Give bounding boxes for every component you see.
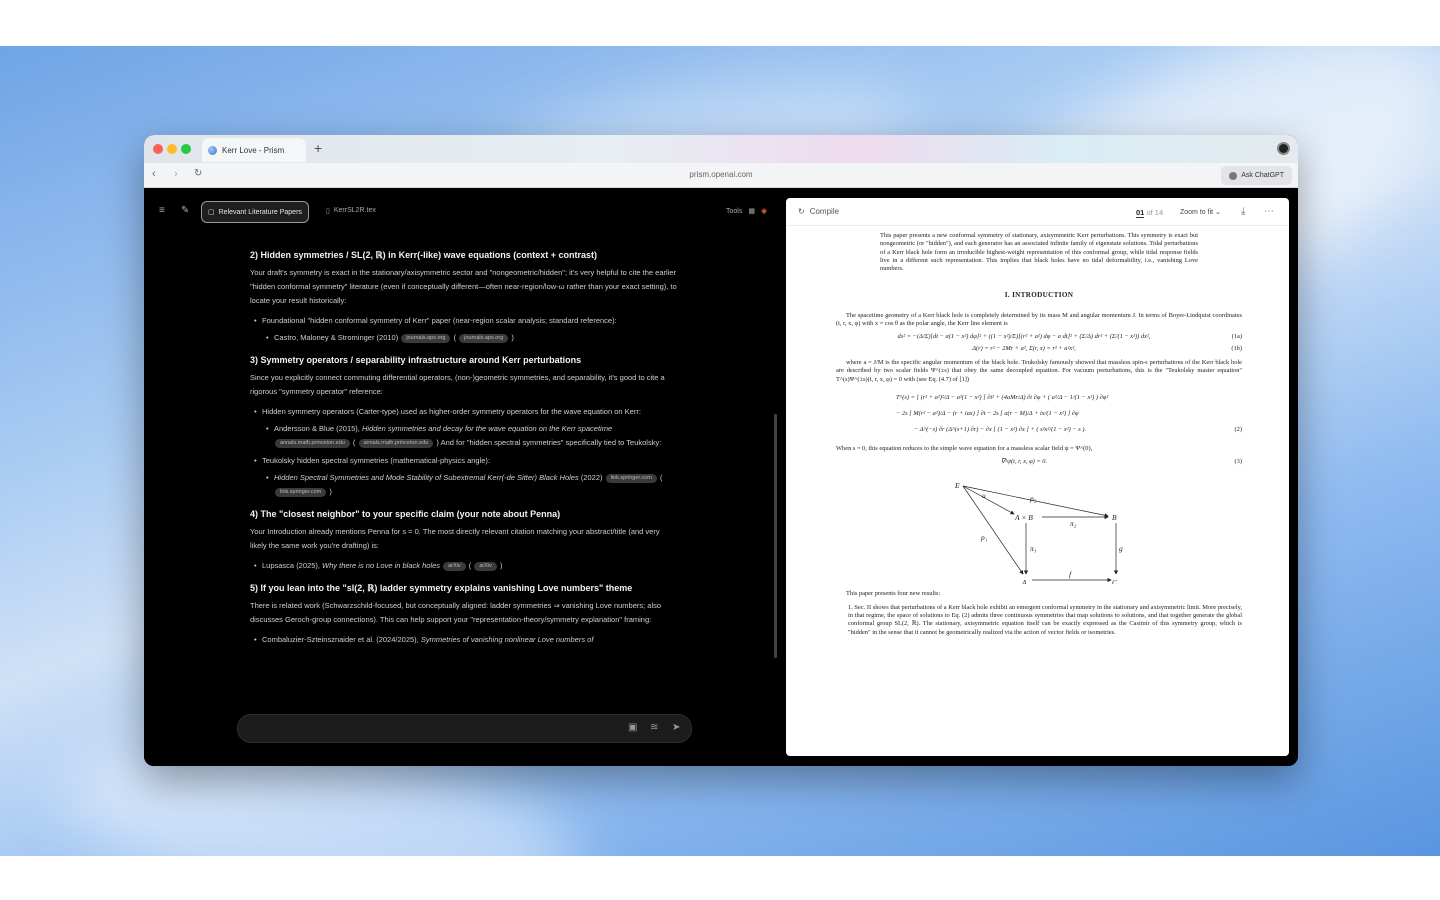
ask-chatgpt-button[interactable]: Ask ChatGPT xyxy=(1221,166,1292,185)
equation-3: ∇²ψ(t, r, x, φ) = 0. (3) xyxy=(1000,458,1242,466)
equation-2: T^(s) = [ (r² + a²)²/Δ − a²(1 − x²) ] ∂t² + (4aMr/Δ) ∂t ∂φ + ( a²/Δ − 1/(1 − x²) ) ∂φ² − 2s [ M(r² − a²)/Δ − (r + iax) ] ∂t − 2s [ a(r − M)/Δ + ix/(1 − x²) ] ∂φ − Δ^(−s) ∂r (Δ^(s+1) ∂r) − ∂x [ (1 − x²) ∂x ] + ( s²x²/(1 − x²) − s ). (2) xyxy=(896,393,1242,434)
paragraph: Your draft's symmetry is exact in the stationary/axisymmetric sector and "nongeometric/hidden"; it's very helpful to cite the earlier "hidden conformal symmetry" literature (even if conceptually different—often near-region/low-ω rather than your exact setting), to locate your result historically: xyxy=(250,268,677,305)
more-options-icon[interactable]: ⋯ xyxy=(1264,206,1274,217)
diagram-svg xyxy=(836,474,1242,584)
compile-button[interactable]: ↻ Compile xyxy=(798,207,840,216)
citation-chip[interactable]: annals.math.princeton.edu xyxy=(275,439,350,448)
file-tab[interactable]: ▯ KerrSL2R.tex xyxy=(326,207,376,215)
equation-1a: ds² = −(Δ/Σ)[dt − a(1 − x²) dφ]² + ((1 − x²)/Σ)[(r² + a²) dφ − a dt]² + (Σ/Δ) dr² + (Σ/(1 − x²)) dx², (1a) xyxy=(897,333,1242,341)
paragraph: Since you explicitly connect commuting differential operators, (non-)geometric symmetries, and separability, it's good to cite a rigorous "symmetry operator" reference: xyxy=(250,373,665,396)
citation-chip[interactable]: link.springer.com xyxy=(275,488,326,497)
citation-chip[interactable]: journals.aps.org xyxy=(459,334,508,343)
equation-1b: Δ(r) = r² − 2Mr + a², Σ(r, x) = r² + a²x², (1b) xyxy=(972,344,1242,352)
label-u: u xyxy=(982,491,986,501)
close-window-button[interactable] xyxy=(153,144,163,154)
tab-bar xyxy=(144,135,1298,163)
url-text[interactable]: prism.openai.com xyxy=(689,170,753,179)
address-bar xyxy=(144,163,1298,188)
page-indicator[interactable]: 01 of 14 xyxy=(1136,208,1164,217)
pdf-viewer xyxy=(786,198,1289,756)
section-title: I. INTRODUCTION xyxy=(1004,291,1074,300)
label-pi1: π₁ xyxy=(1030,544,1037,554)
list-item: • Castro, Maloney & Strominger (2010) journals.aps.org ( journals.aps.org ) xyxy=(262,331,678,345)
paragraph: There is related work (Schwarzschild-focused, but conceptually aligned: ladder symmetries ⇒ vanishing Love numbers; also discusses Geroch-group connections). This can help support your "representation-theory/symmetry explanation" framing: xyxy=(250,601,662,624)
label-f: f xyxy=(1069,570,1072,580)
pdf-page xyxy=(836,232,1242,637)
list-item: • Hidden Spectral Symmetries and Mode Stability of Subextremal Kerr(-de Sitter) Black Holes (2022) link.springer.com ( link.springer.com ) xyxy=(262,471,678,499)
tools-menu[interactable]: Tools ▦ ◉ xyxy=(726,207,768,215)
message-composer xyxy=(237,714,692,743)
tab-kerr-love[interactable] xyxy=(202,138,306,162)
pdf-toolbar xyxy=(786,198,1289,226)
list-item: 1. Sec. II shows that perturbations of a Kerr black hole exhibit an emergent conformal symmetry in the stationary and axisymmetric limit. More precisely, in that regime, the space of solutions to Eq. (2) admits three continuous symmetries that map solutions to solutions, and that together generate the global conformal group SL(2, ℝ). The stationary, axisymmetric equation itself can be exactly expressed as the Casimir of this symmetry group, which is "hidden" in the sense that it cannot be geometrically realized via the action of vector fields or isometries. xyxy=(848,603,1242,636)
list-item: • Teukolsky hidden spectral symmetries (mathematical-physics angle): • Hidden Spectral Symmetries and Mode Stability of Subextremal Kerr(-de Sitter) Black Holes (2022) link.springer.com ( link.springer.com ) xyxy=(250,454,678,499)
list-item: • Foundational "hidden conformal symmetry of Kerr" paper (near-region scalar analysis; standard reference): • Castro, Maloney & Strominger (2010) journals.aps.org ( journals.aps.org ) xyxy=(250,314,678,345)
list-item: • Lupsasca (2025), Why there is no Love in black holes arXiv ( arXiv ) xyxy=(250,559,678,573)
node-B: B xyxy=(1112,513,1117,523)
new-tab-button[interactable]: + xyxy=(314,140,323,156)
paragraph: where a = J/M is the specific angular momentum of the black hole. Teukolsky famously showed that massless spin-s perturbations of the Kerr black hole are described by two scalar fields Ψ^(±s) that obey the same decoupled equation. For vacuum perturbations, this is the "Teukolsky master equation" T^(s)Ψ^(±s)(t, r, x, φ) = 0 with (see Eq. (4.7) of [1]) xyxy=(836,358,1242,383)
new-chat-icon[interactable]: ✎ xyxy=(181,205,190,216)
minimize-window-button[interactable] xyxy=(167,144,177,154)
file-icon: ▯ xyxy=(326,208,330,215)
arrow-p1 xyxy=(963,486,1023,574)
forward-arrow-icon[interactable]: › xyxy=(174,168,178,180)
app-content xyxy=(144,188,1298,766)
node-A: A xyxy=(1022,578,1027,585)
alert-icon: ◉ xyxy=(760,208,768,215)
reload-icon[interactable]: ↻ xyxy=(194,168,203,179)
node-AxB: A × B xyxy=(1015,513,1033,523)
label-g: g xyxy=(1119,544,1123,554)
list-item: • Combaluzier-Szteinsznaider et al. (2024/2025), Symmetries of vanishing nonlinear Love numbers of xyxy=(250,633,678,647)
paragraph: When s = 0, this equation reduces to the simple wave equation for a massless scalar field ψ = Ψ^(0), xyxy=(836,444,1093,452)
paragraph: Your Introduction already mentions Penna for s = 0. The most directly relevant citation matching your abstract/title (and very likely the same work you're drafting) is: xyxy=(250,527,660,550)
send-icon[interactable]: ➤ xyxy=(672,722,681,733)
citation-chip[interactable]: arXiv xyxy=(474,562,497,571)
back-arrow-icon[interactable]: ‹ xyxy=(152,168,156,180)
arrow-u xyxy=(963,486,1014,514)
paragraph: This paper presents four new results: xyxy=(846,590,941,598)
node-E: E xyxy=(955,481,960,491)
label-pi2: π₂ xyxy=(1070,519,1077,529)
node-C: C xyxy=(1112,578,1118,585)
voice-icon[interactable]: ≋ xyxy=(650,722,659,733)
browser-window xyxy=(144,135,1298,766)
citation-chip[interactable]: journals.aps.org xyxy=(401,334,450,343)
commutative-diagram xyxy=(836,474,1242,584)
section-heading: 2) Hidden symmetries / SL(2, ℝ) in Kerr(-like) wave equations (context + contrast) xyxy=(250,250,597,260)
abstract: This paper presents a new conformal symmetry of stationary, axisymmetric Kerr perturbations. This symmetry is exact but nongeometric (or "hidden"), and each generator has an associated infinite family of eigenstate solutions. Tidal perturbations of a Kerr black hole form an irreducible highest-weight representation of this conformal group, while tidal response fields live in a different such representation. This implies that black holes have no tidal deformability, i.e., vanishing Love numbers. xyxy=(880,232,1198,273)
maximize-window-button[interactable] xyxy=(181,144,191,154)
profile-avatar[interactable] xyxy=(1277,142,1290,155)
citation-chip[interactable]: arXiv xyxy=(443,562,466,571)
attach-image-icon[interactable]: ▣ xyxy=(628,722,638,733)
chat-message xyxy=(250,233,678,703)
refresh-icon: ↻ xyxy=(798,207,805,216)
menu-icon[interactable]: ≡ xyxy=(159,205,165,216)
zoom-dropdown[interactable]: Zoom to fit ⌄ xyxy=(1180,209,1221,216)
prism-favicon-icon xyxy=(208,146,217,155)
relevant-literature-button[interactable]: ▢ Relevant Literature Papers xyxy=(201,201,309,223)
tab-title: Kerr Love - Prism xyxy=(222,145,285,155)
list-item: • Hidden symmetry operators (Carter-type) used as higher-order symmetry operators for the wave equation on Kerr: • Andersson & Blue (2015), Hidden symmetries and decay for the wave equation on the Kerr spacetime annals.math.princeton.edu ( annals.math.princeton.edu ) And for "hidden spectral symmetries" specifically tied to Teukolsky: xyxy=(250,405,678,450)
paragraph: The spacetime geometry of a Kerr black hole is completely determined by its mass M and angular momentum J. In terms of Boyer-Lindquist coordinates (t, r, x, φ) with x = cos θ as the polar angle, the Kerr line element is xyxy=(836,311,1242,328)
grid-icon: ▦ xyxy=(748,208,755,215)
section-heading: 4) The "closest neighbor" to your specific claim (your note about Penna) xyxy=(250,509,561,519)
label-p1: p₁ xyxy=(981,533,988,543)
label-p2: p₂ xyxy=(1030,494,1037,504)
chevron-down-icon: ⌄ xyxy=(1215,209,1221,216)
section-heading: 3) Symmetry operators / separability infrastructure around Kerr perturbations xyxy=(250,355,582,365)
citation-chip[interactable]: link.springer.com xyxy=(606,474,657,483)
chat-panel xyxy=(144,188,784,766)
download-icon[interactable]: ⤓ xyxy=(1241,206,1246,217)
chat-bubble-icon: ▢ xyxy=(208,209,215,216)
message-input[interactable] xyxy=(252,722,612,736)
citation-chip[interactable]: annals.math.princeton.edu xyxy=(359,439,434,448)
chatgpt-icon xyxy=(1229,172,1237,180)
section-heading: 5) If you lean into the "sl(2, ℝ) ladder symmetry explains vanishing Love numbers" theme xyxy=(250,583,633,593)
chat-scrollbar[interactable] xyxy=(774,414,777,658)
list-item: • Andersson & Blue (2015), Hidden symmetries and decay for the wave equation on the Kerr spacetime annals.math.princeton.edu ( annals.math.princeton.edu ) And for "hidden spectral symmetries" specifically tied to Teukolsky: xyxy=(262,422,678,450)
